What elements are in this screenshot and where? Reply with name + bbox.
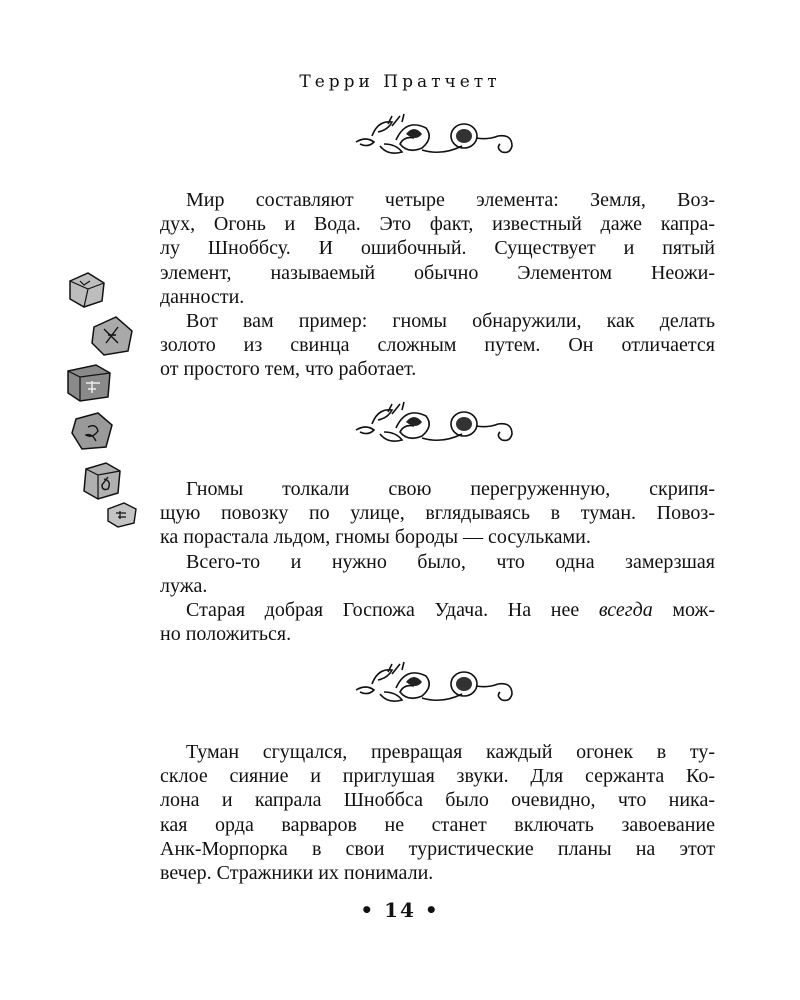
rune-stone (82, 461, 122, 501)
text-line: Мир составляют четыре элемента: Земля, Воз- (186, 189, 715, 211)
rune-stone (70, 411, 114, 451)
vine-ornament (352, 400, 522, 450)
paragraph (160, 598, 715, 646)
rune-stone (106, 501, 138, 529)
text-line (160, 598, 715, 622)
bullet: • (360, 898, 376, 922)
text-line: Вот вам пример: гномы обнаружили, как делать (186, 310, 715, 333)
text-line: данности. (160, 285, 245, 308)
paragraph (160, 477, 715, 550)
page-number-value: 14 (384, 898, 416, 922)
vine-ornament (352, 660, 522, 710)
text-line: вечер. Стражники их понимали. (160, 862, 434, 885)
bullet: • (424, 898, 440, 922)
running-header-author: Терри Пратчетт (299, 72, 501, 92)
text-line: элемент, называемый обычно Элементом Неожи- (160, 261, 715, 284)
paragraph (160, 740, 715, 885)
text-line: дух, Огонь и Вода. Это факт, известный даже капра- (160, 213, 715, 236)
text-line: лужа. (160, 574, 208, 597)
rune-stone (66, 271, 106, 309)
text-line: лона и капрала Шноббса было очевидно, что ника- (160, 789, 715, 812)
text-line: Гномы толкали свою перегруженную, скрипя- (186, 478, 715, 500)
text-line: щую повозку по улице, вглядываясь в туман. Повоз- (160, 502, 715, 525)
rune-stone (90, 315, 134, 357)
text-span: Старая добрая Госпожа Удача. На нее (186, 599, 599, 622)
text-line: лу Шноббсу. И ошибочный. Существует и пятый (160, 237, 715, 260)
rune-stone (66, 363, 112, 403)
rune-stones-decoration (60, 265, 150, 535)
text-line: Анк-Морпорка в свои туристические планы на этот (160, 837, 715, 860)
text-span: мож- (652, 599, 716, 622)
text-line: Туман сгущался, превращая каждый огонек в ту- (186, 741, 715, 763)
text-line: от простого тем, что работает. (160, 358, 417, 381)
text-line: но положиться. (160, 623, 292, 646)
text-line: кая орда варваров не станет включать завоевание (160, 813, 715, 836)
text-section (160, 188, 715, 382)
text-line: ка порастала льдом, гномы бороды — сосульками. (160, 526, 591, 549)
vine-ornament (352, 112, 522, 162)
paragraph (160, 188, 715, 309)
text-section (160, 740, 715, 885)
text-line: золото из свинца сложным путем. Он отличается (160, 334, 715, 357)
text-line: склое сияние и приглушая звуки. Для сержанта Ко- (160, 765, 715, 788)
paragraph (160, 309, 715, 382)
text-section (160, 477, 715, 646)
paragraph (160, 550, 715, 598)
italic-emphasis: всегда (598, 599, 653, 622)
text-line: Всего-то и нужно было, что одна замерзшая (186, 550, 715, 573)
page-number (0, 898, 800, 922)
